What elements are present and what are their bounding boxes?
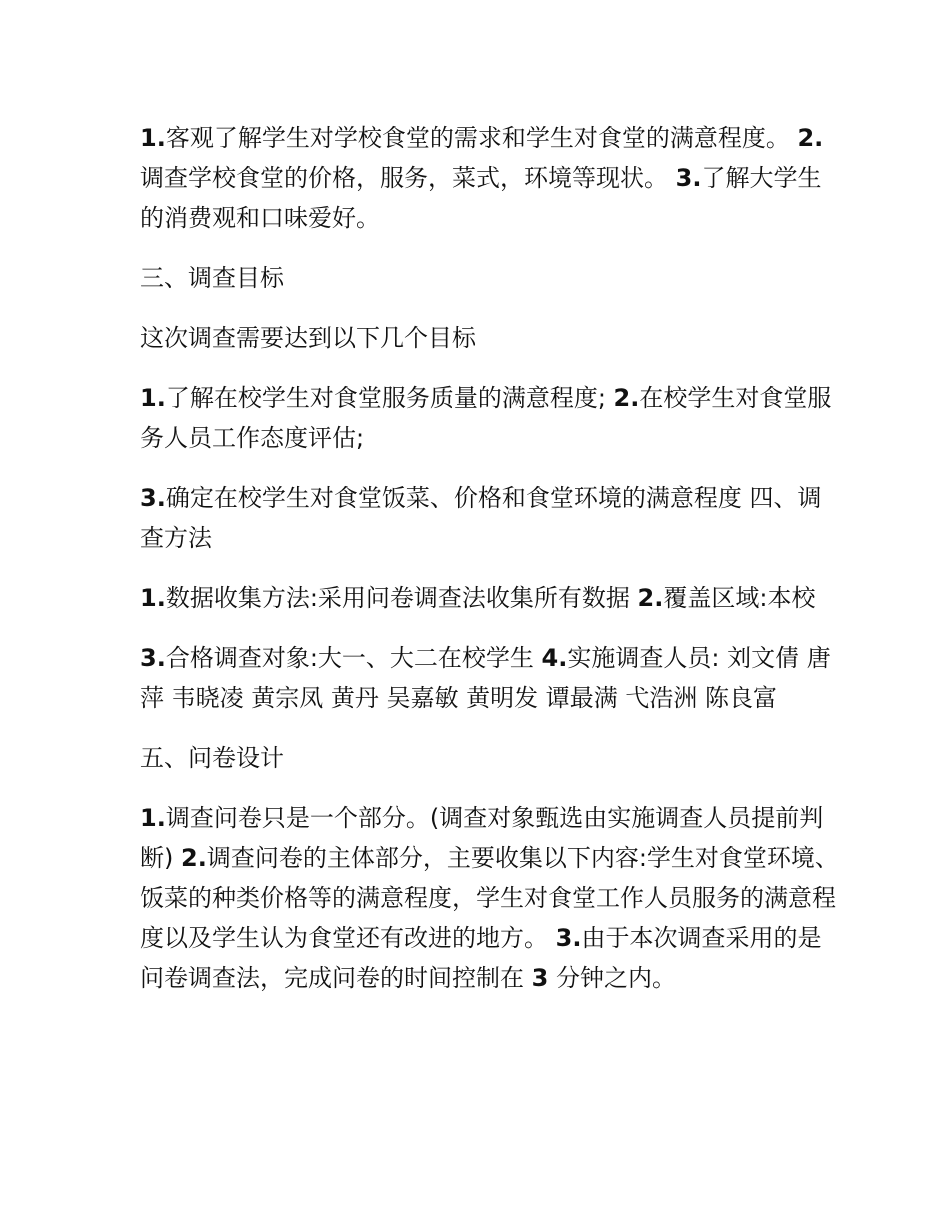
list-number: 1. bbox=[140, 384, 166, 412]
list-number: 4. bbox=[541, 644, 568, 672]
text-segment: 这次调查需要达到以下几个目标 bbox=[140, 324, 476, 352]
list-number: 3. bbox=[140, 484, 166, 512]
text-segment: 确定在校学生对食堂饭菜、价格和食堂环境的满意程度 四、调查方法 bbox=[140, 484, 822, 552]
list-number: 2. bbox=[637, 584, 664, 612]
text-segment: 调查问卷的主体部分，主要收集以下内容:学生对食堂环境、饭菜的种类价格等的满意程度，学生对食堂工作人员服务的满意程度以及学生认为食堂还有改进的地方。 bbox=[140, 844, 839, 952]
paragraph-survey-purposes bbox=[140, 118, 840, 238]
text-segment: 覆盖区域:本校 bbox=[663, 584, 816, 612]
paragraph-survey-subjects-staff bbox=[140, 638, 840, 718]
list-number: 3. bbox=[555, 924, 582, 952]
list-number: 1. bbox=[140, 124, 166, 152]
section-heading-survey-goals bbox=[140, 258, 840, 298]
list-number: 2. bbox=[797, 124, 824, 152]
text-segment: 分钟之内。 bbox=[548, 964, 676, 992]
text-segment: 了解在校学生对食堂服务质量的满意程度; bbox=[165, 384, 614, 412]
paragraph-goal-three-and-methods-heading bbox=[140, 478, 840, 558]
text-segment: 在校学生对食堂服务人员工作态度评估; bbox=[140, 384, 832, 452]
paragraph-goals-intro bbox=[140, 318, 840, 358]
list-number: 3. bbox=[675, 164, 702, 192]
paragraph-questionnaire-details bbox=[140, 798, 840, 998]
heading-text: 三、调查目标 bbox=[140, 264, 284, 292]
text-segment: 客观了解学生对学校食堂的需求和学生对食堂的满意程度。 bbox=[165, 124, 798, 152]
paragraph-goals-list bbox=[140, 378, 840, 458]
list-number: 1. bbox=[140, 584, 166, 612]
list-number: 1. bbox=[140, 804, 166, 832]
text-segment: 了解大学生的消费观和口味爱好。 bbox=[140, 164, 822, 232]
text-segment: 调查问卷只是一个部分。(调查对象甄选由实施调查人员提前判断) bbox=[140, 804, 824, 872]
paragraph-data-collection bbox=[140, 578, 840, 618]
text-segment: 实施调查人员: 刘文倩 唐萍 韦晓凌 黄宗凤 黄丹 吴嘉敏 黄明发 谭最满 弋浩洲 陈良富 bbox=[140, 644, 831, 712]
list-number: 2. bbox=[613, 384, 640, 412]
text-segment: 数据收集方法:采用问卷调查法收集所有数据 bbox=[165, 584, 638, 612]
number-value: 3 bbox=[531, 964, 549, 992]
heading-text: 五、问卷设计 bbox=[140, 744, 284, 772]
text-segment: 合格调查对象:大一、大二在校学生 bbox=[165, 644, 542, 672]
section-heading-questionnaire-design bbox=[140, 738, 840, 778]
list-number: 2. bbox=[181, 844, 207, 872]
text-segment: 调查学校食堂的价格，服务，菜式，环境等现状。 bbox=[140, 164, 676, 192]
list-number: 3. bbox=[140, 644, 166, 672]
document-body bbox=[140, 118, 840, 1018]
text-segment: 由于本次调查采用的是问卷调查法，完成问卷的时间控制在 bbox=[140, 924, 822, 992]
